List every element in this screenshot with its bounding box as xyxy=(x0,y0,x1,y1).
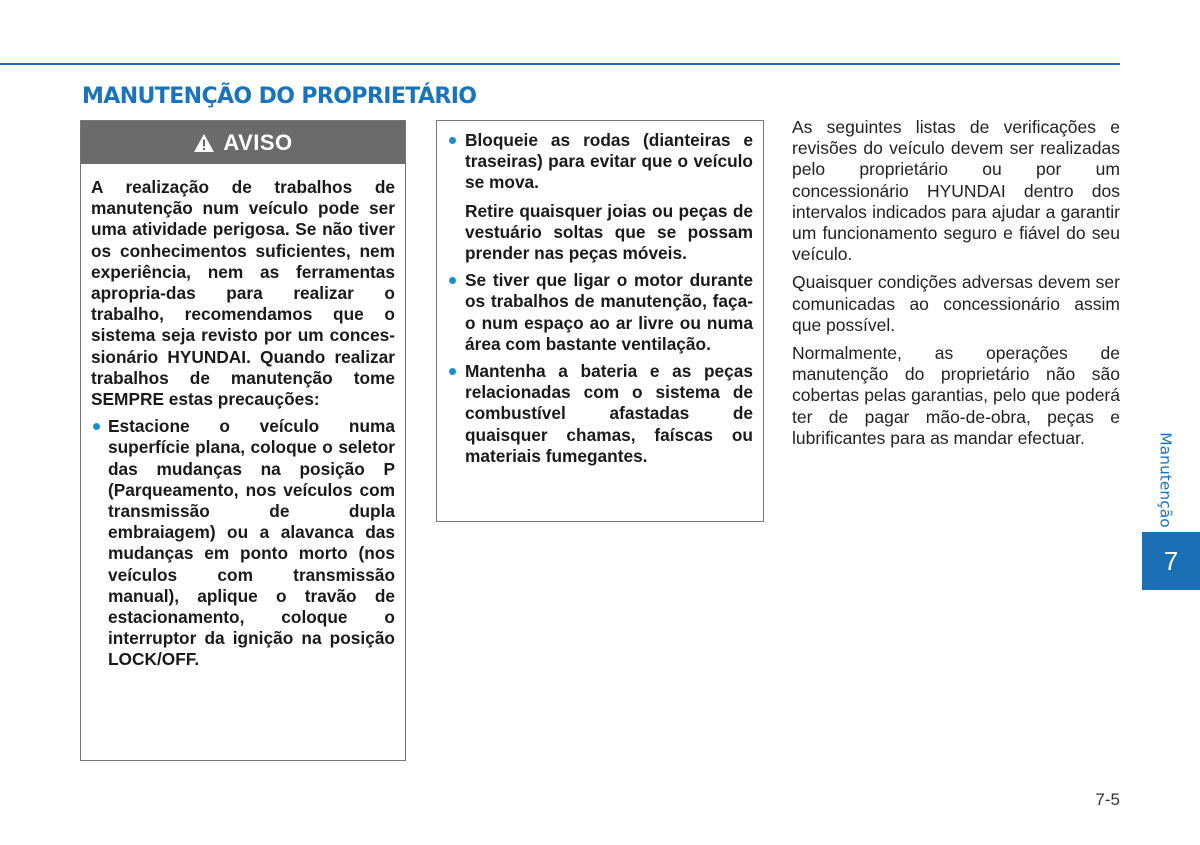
warning-title: AVISO xyxy=(223,129,293,155)
warning-intro: A realização de trabalhos de manutenção num veículo pode ser uma atividade perigosa. Se não tiver os conhecimentos suficientes, nem experiência, nem as ferramentas apropria-das para realizar o trabalho, recomendamos que o sistema seja revisto por um conces-sionário HYUNDAI. Quando realizar trabalhos de manutenção tome SEMPRE estas precauções: xyxy=(91,177,395,410)
header-rule xyxy=(0,63,1120,65)
chapter-number-tab: 7 xyxy=(1142,532,1200,590)
intro-text-column xyxy=(792,117,1120,456)
paragraph: Quaisquer condições adversas devem ser comunicadas ao concessionário assim que possível. xyxy=(792,272,1120,335)
bullet-text: Bloqueie as rodas (dianteiras e traseiras) para evitar que o veículo se mova. xyxy=(465,130,753,193)
list-item: Estacione o veículo numa superfície plana, coloque o seletor das mudanças na posição P (Parqueamento, nos veículos com transmissão de dupla embraiagem) ou a alavanca das mudanças em ponto morto (nos veículos com transmissão manual), aplique o travão de estacionamento, coloque o interruptor da ignição na posição LOCK/OFF. xyxy=(91,416,395,670)
bullet-subparagraph: Retire quaisquer joias ou peças de vestuário soltas que se possam prender nas peças móveis. xyxy=(465,200,753,264)
warning-header xyxy=(81,121,405,164)
paragraph: Normalmente, as operações de manutenção do proprietário não são cobertas pelas garantias, pelo que poderá ter de pagar mão-de-obra, peças e lubrificantes para as mandar efectuar. xyxy=(792,343,1120,448)
warning-triangle-icon xyxy=(193,133,215,153)
precautions-list xyxy=(447,130,753,467)
paragraph: As seguintes listas de verificações e revisões do veículo devem ser realizadas pelo proprietário ou por um concessionário HYUNDAI dentro dos intervalos indicados para ajudar a garantir um funcionamento seguro e fiável do seu veículo. xyxy=(792,117,1120,265)
warning-bullet-list xyxy=(91,416,395,670)
precautions-box xyxy=(436,120,764,522)
chapter-side-label xyxy=(1152,428,1180,532)
warning-body xyxy=(81,164,405,671)
chapter-label-text: Manutenção xyxy=(1157,432,1175,528)
page-number: 7-5 xyxy=(1095,790,1120,809)
list-item xyxy=(447,130,753,264)
warning-box xyxy=(80,120,406,761)
section-title: MANUTENÇÃO DO PROPRIETÁRIO xyxy=(82,84,477,109)
list-item: Mantenha a bateria e as peças relacionadas com o sistema de combustível afastadas de quaisquer chamas, faíscas ou materiais fumegantes. xyxy=(447,361,753,467)
list-item: Se tiver que ligar o motor durante os trabalhos de manutenção, faça-o num espaço ao ar livre ou numa área com bastante ventilação. xyxy=(447,270,753,355)
